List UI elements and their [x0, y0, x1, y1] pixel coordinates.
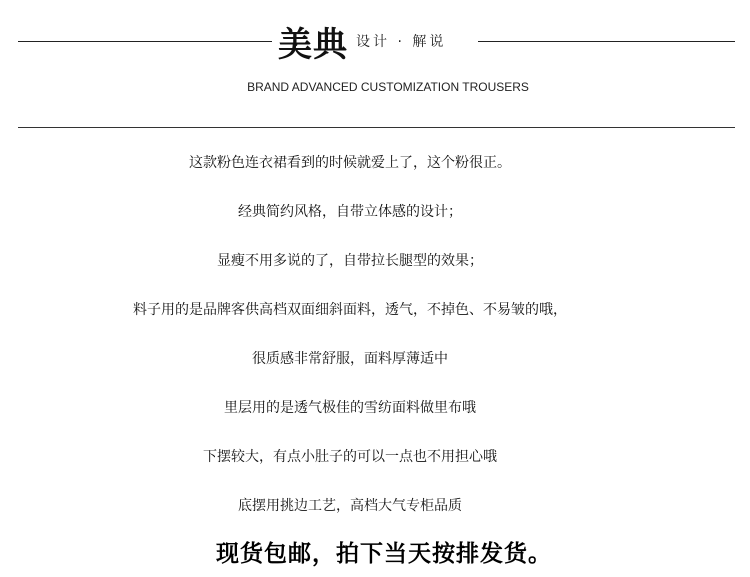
description-line: 料子用的是品牌客供高档双面细斜面料，透气，不掉色、不易皱的哦，	[133, 302, 567, 318]
description-line: 这款粉色连衣裙看到的时候就爱上了，这个粉很正。	[189, 155, 511, 171]
description-list	[0, 152, 700, 544]
section-divider	[18, 127, 735, 128]
header-rule-left	[18, 41, 272, 42]
header-title-block	[278, 20, 447, 65]
description-line: 显瘦不用多说的了，自带拉长腿型的效果；	[217, 253, 483, 269]
brand-title: 美典	[278, 24, 348, 65]
brand-tagline: BRAND ADVANCED CUSTOMIZATION TROUSERS	[247, 80, 529, 94]
description-line: 很质感非常舒服，面料厚薄适中	[252, 351, 448, 367]
description-line: 底摆用挑边工艺，高档大气专柜品质	[238, 498, 462, 514]
shipping-notice: 现货包邮，拍下当天按排发货。	[216, 541, 552, 567]
description-line: 里层用的是透气极佳的雪纺面料做里布哦	[224, 400, 476, 416]
description-line: 经典简约风格，自带立体感的设计；	[238, 204, 462, 220]
header-rule-right	[478, 41, 735, 42]
description-line: 下摆较大，有点小肚子的可以一点也不用担心哦	[203, 449, 497, 465]
title-subtitle: 设计 · 解说	[356, 34, 447, 50]
